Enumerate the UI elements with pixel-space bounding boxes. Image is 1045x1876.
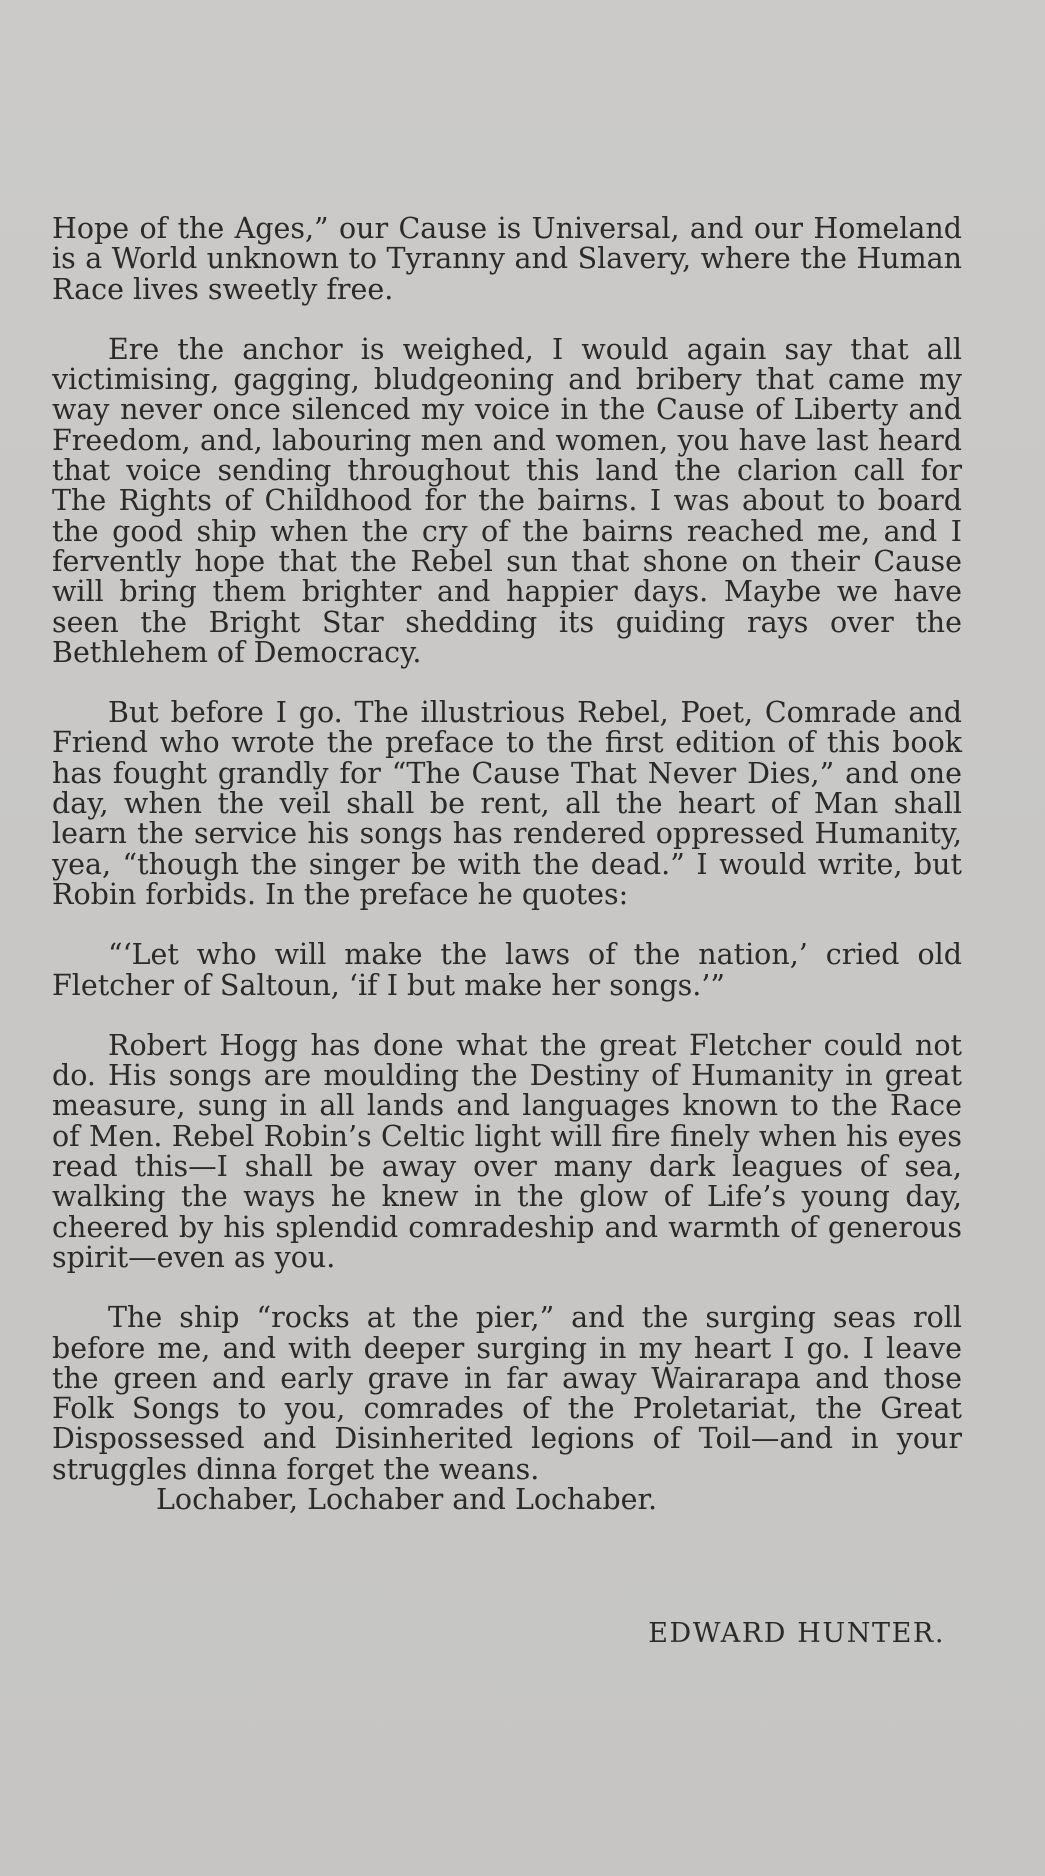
paragraph-opening: Hope of the Ages,” our Cause is Universal, and our Homeland is a World unknown to Tyranny and Slavery, where the Human Race lives sweetly free. [52,212,962,306]
paragraph-ship: The ship “rocks at the pier,” and the surging seas roll before me, and with deeper surging in my heart I go. I leave the green and early grave in far away Wairarapa and those Folk Songs to you, comrades of the Proletariat, the Great Dispossessed and Disinherited legions of Toil—and in your struggles dinna forget the weans. [52,1301,962,1486]
paragraph-robert-hogg: Robert Hogg has done what the great Fletcher could not do. His songs are moulding the Destiny of Humanity in great measure, sung in all lands and languages known to the Race of Men. Rebel Robin’s Celtic light will fire finely when his eyes read this—I shall be away over many dark leagues of sea, walking the ways he knew in the glow of Life’s young day, cheered by his splendid comradeship and warmth of generous spirit—even as you. [52,1028,962,1274]
paragraph-preface: But before I go. The illustrious Rebel, Poet, Comrade and Friend who wrote the preface to the first edition of this book has fought grandly for “The Cause That Never Dies,” and one day, when the veil shall be rent, all the heart of Man shall learn the service his songs has rendered oppressed Humanity, yea, “though the singer be with the dead.” I would write, but Robin forbids. In the preface he quotes: [52,696,962,911]
author-signature: EDWARD HUNTER. [648,1618,945,1649]
paragraph-gap [52,305,962,335]
paragraph-gap [52,1001,962,1031]
paragraph-gap [52,1273,962,1303]
signoff-line: Lochaber, Lochaber and Lochaber. [156,1482,658,1516]
page-text [52,214,962,1515]
paragraph-anchor: Ere the anchor is weighed, I would again say that all victimising, gagging, bludgeoning and bribery that came my way never once silenced my voice in the Cause of Liberty and Freedom, and, labouring men and women, you have last heard that voice sending throughout this land the clarion call for The Rights of Childhood for the bairns. I was about to board the good ship when the cry of the bairns reached me, and I fervently hope that the Rebel sun that shone on their Cause will bring them brighter and happier days. Maybe we have seen the Bright Star shedding its guiding rays over the Bethlehem of Democracy. [52,332,962,669]
paragraph-quote: “‘Let who will make the laws of the nation,’ cried old Fletcher of Saltoun, ‘if I but make her songs.’” [52,938,962,1002]
paragraph-gap [52,910,962,940]
paragraph-gap [52,668,962,698]
